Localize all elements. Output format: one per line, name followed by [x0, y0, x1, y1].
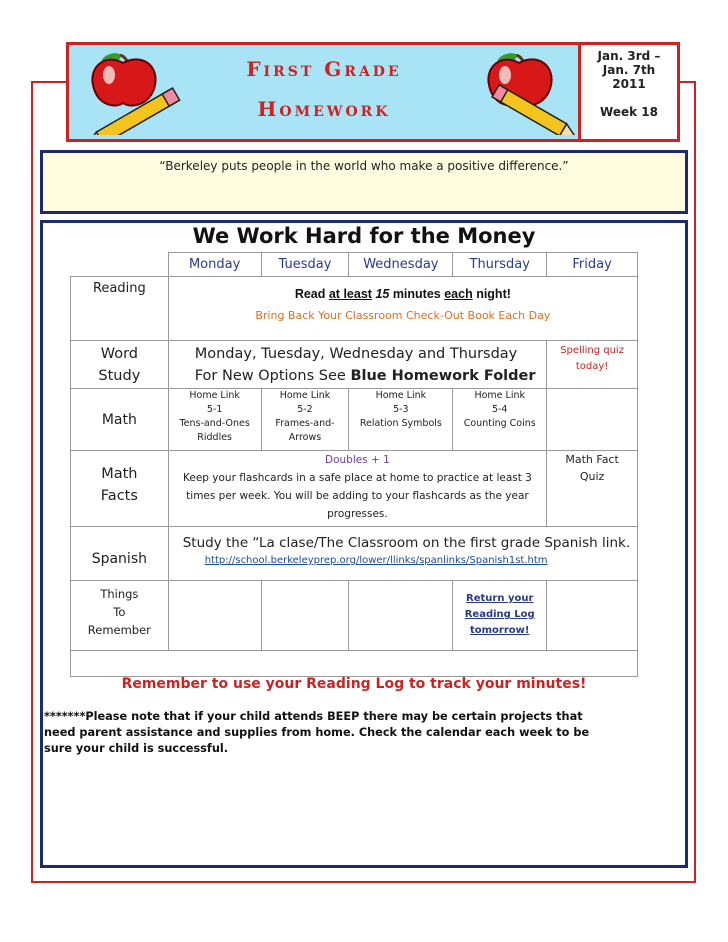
math-tuesday: [261, 389, 349, 451]
main-title: We Work Hard for the Money: [192, 224, 536, 248]
day-tuesday: Tuesday: [261, 253, 349, 277]
spanish-row: [71, 527, 638, 581]
math-facts-label: [71, 451, 169, 527]
word-study-line-1: Monday, Tuesday, Wednesday and Thursday: [194, 346, 518, 362]
math-thu-l1: Home Link: [474, 390, 525, 401]
math-friday: [547, 389, 638, 451]
math-label: Math: [71, 389, 169, 451]
math-wed-l1: Home Link: [375, 390, 427, 401]
math-mon-l4: Riddles: [197, 432, 232, 443]
reading-label: Reading: [71, 277, 169, 341]
beep-note: [44, 709, 680, 757]
math-tue-l4: Arrows: [288, 432, 322, 443]
reading-text-at-least: at least: [328, 287, 372, 301]
reading-instruction: [169, 287, 637, 301]
word-study-line-2: For New Options See: [194, 368, 351, 384]
title-line-2: Homework: [257, 97, 391, 121]
spelling-quiz-1: Spelling quiz: [560, 345, 624, 356]
things-monday: [168, 581, 261, 651]
things-label-2: To: [113, 605, 126, 619]
math-facts-row: [71, 451, 638, 527]
date-line-1: Jan. 3rd –: [597, 49, 661, 63]
corner-cell: [71, 253, 169, 277]
math-tue-l2: 5-2: [297, 404, 313, 415]
spanish-content: [168, 527, 637, 581]
things-row: [71, 581, 638, 651]
things-label: [71, 581, 169, 651]
reading-book-reminder: Bring Back Your Classroom Check-Out Book Each Day: [255, 309, 551, 322]
reading-text-4: night!: [472, 287, 511, 301]
reading-row: [71, 277, 638, 341]
math-thursday: [453, 389, 547, 451]
word-study-label-2: Study: [98, 368, 141, 384]
math-mon-l1: Home Link: [189, 390, 240, 401]
quote-text: “Berkeley puts people in the world who make a positive difference.”: [159, 159, 569, 173]
remember-cell: [71, 651, 638, 677]
date-box: [578, 42, 680, 142]
reading-minutes: 15: [375, 287, 390, 301]
day-header-row: [71, 253, 638, 277]
return-log-cell: [453, 581, 547, 651]
reading-content: [168, 277, 637, 341]
math-facts-line-2: times per week. You will be adding to your flashcards as the year: [186, 490, 529, 502]
word-study-row: [71, 341, 638, 389]
homework-table: [70, 252, 638, 677]
date-line-2: Jan. 7th: [602, 63, 656, 77]
word-study-content: [168, 341, 546, 389]
day-friday: Friday: [547, 253, 638, 277]
things-wednesday: [349, 581, 453, 651]
reading-text-each: each: [444, 287, 473, 301]
title-line-1: First Grade: [246, 57, 402, 81]
return-log-1: Return your: [466, 593, 534, 604]
math-row: [71, 389, 638, 451]
header-banner: [66, 42, 582, 142]
quote-box: [40, 150, 688, 214]
day-monday: Monday: [168, 253, 261, 277]
math-facts-heading: Doubles + 1: [325, 454, 390, 466]
beep-note-line-2: need parent assistance and supplies from home. Check the calendar each week to be: [44, 726, 590, 739]
things-label-3: Remember: [87, 623, 151, 637]
beep-note-line-3: sure your child is successful.: [44, 742, 229, 755]
apple-pencil-right-icon: [469, 49, 577, 135]
return-log-3: tomorrow!: [469, 625, 530, 636]
remember-row: [71, 651, 638, 677]
week-label: Week 18: [600, 105, 658, 119]
date-line-3: 2011: [612, 77, 646, 91]
math-fact-quiz-cell: [547, 451, 638, 527]
spelling-quiz-cell: [547, 341, 638, 389]
math-facts-label-1: Math: [101, 466, 138, 482]
spanish-link[interactable]: http://school.berkeleyprep.org/lower/llinks/spanlinks/Spanish1st.htm: [204, 555, 548, 566]
day-thursday: Thursday: [453, 253, 547, 277]
math-facts-line-3: progresses.: [327, 508, 388, 520]
reading-text-1: Read: [294, 287, 329, 301]
math-facts-line-1: Keep your flashcards in a safe place at home to practice at least 3: [183, 472, 532, 484]
day-wednesday: Wednesday: [349, 253, 453, 277]
math-wednesday: [349, 389, 453, 451]
word-study-folder: Blue Homework Folder: [350, 368, 536, 384]
spelling-quiz-2: today!: [575, 361, 609, 372]
math-facts-content: [168, 451, 546, 527]
return-log-2: Reading Log: [464, 609, 535, 620]
reading-log-reminder: Remember to use your Reading Log to track your minutes!: [121, 676, 587, 692]
math-mon-l3: Tens-and-Ones: [179, 418, 250, 429]
math-monday: [168, 389, 261, 451]
math-wed-l2: 5-3: [393, 404, 409, 415]
math-facts-label-2: Facts: [100, 488, 138, 504]
math-fact-quiz-1: Math Fact: [565, 453, 619, 466]
math-tue-l1: Home Link: [279, 390, 331, 401]
spanish-instruction: Study the “La clase/The Classroom on the first grade Spanish link.: [182, 535, 631, 551]
math-tue-l3: Frames-and-: [275, 418, 335, 429]
word-study-label: [71, 341, 169, 389]
spanish-label: Spanish: [71, 527, 169, 581]
math-wed-l3: Relation Symbols: [359, 418, 442, 429]
reading-text-3: minutes: [389, 287, 445, 301]
math-thu-l2: 5-4: [491, 404, 508, 415]
math-mon-l2: 5-1: [206, 404, 223, 415]
math-thu-l3: Counting Coins: [463, 418, 536, 429]
things-label-1: Things: [100, 587, 139, 601]
things-friday: [547, 581, 638, 651]
beep-note-line-1: *******Please note that if your child attends BEEP there may be certain projects that: [44, 710, 583, 723]
math-fact-quiz-2: Quiz: [579, 470, 605, 483]
things-tuesday: [261, 581, 349, 651]
word-study-label-1: Word: [100, 346, 138, 362]
